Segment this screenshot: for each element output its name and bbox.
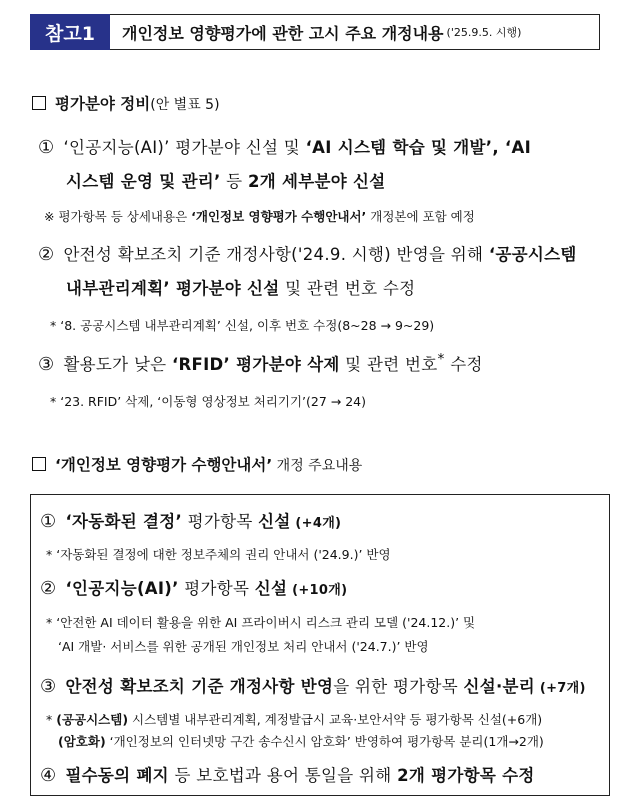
s2-note3-a: * <box>46 712 57 727</box>
s1-note2: * ‘8. 공공시스템 내부관리계획’ 신설, 이후 번호 수정(8~28 → 9~29) <box>50 318 435 333</box>
s1-item1-line2 <box>66 168 386 192</box>
s1-item1-text-d: 등 <box>220 172 248 191</box>
s1-item3-text-c: 및 관련 번호 <box>339 355 438 374</box>
section1-paren: (안 별표 5) <box>150 97 220 113</box>
s1-item3-text-a: 활용도가 낮은 <box>63 355 172 374</box>
s2-item2-d: (+10개) <box>287 583 348 598</box>
s1-item2-line1 <box>38 241 577 265</box>
section2-heading <box>32 453 362 475</box>
s1-note1-c: 개정본에 포함 예정 <box>366 209 475 224</box>
s1-item3-text-d: 수정 <box>444 355 483 374</box>
s1-item3-sup: * <box>437 351 445 368</box>
s1-item1-text-c: 시스템 운영 및 관리’ <box>66 172 221 191</box>
s2-item1 <box>40 508 341 532</box>
checkbox-square-icon <box>32 96 46 110</box>
header-date: ('25.9.5. 시행) <box>446 26 522 39</box>
reference-tag: 참고1 <box>30 14 110 50</box>
s2-note2-line1: * ‘안전한 AI 데이터 활용을 위한 AI 프라이버시 리스크 관리 모델 ('24.12.)’ 및 <box>46 615 476 630</box>
s1-note3: * ‘23. RFID’ 삭제, ‘이동형 영상정보 처리기기’(27 → 24) <box>50 394 366 409</box>
s2-item2-c: 신설 <box>254 579 288 598</box>
s2-note3-line2 <box>58 732 544 750</box>
s2-item3-c: 신설·분리 <box>463 677 536 696</box>
s2-item3-d: (+7개) <box>535 681 586 696</box>
s2-item2-a: ‘인공지능(AI)’ <box>65 579 179 598</box>
s2-item2-b: 평가항목 <box>178 579 255 598</box>
s2-item1-b: 평가항목 <box>182 512 259 531</box>
header <box>30 14 600 50</box>
s2-note3-line1 <box>46 710 542 728</box>
s1-item2-text-d: 및 관련 번호 수정 <box>279 279 416 298</box>
s1-item2-line2 <box>66 275 415 299</box>
s1-item2-text-a: 안전성 확보조치 기준 개정사항('24.9. 시행) 반영을 위해 <box>63 245 489 264</box>
s2-item4-b: 등 보호법과 용어 통일을 위해 <box>168 766 398 785</box>
circled-number-4: ④ <box>40 765 57 786</box>
s2-note3-d: (암호화) <box>58 734 106 749</box>
header-title: 개인정보 영향평가에 관한 고시 주요 개정내용 <box>122 23 444 43</box>
s2-note3-c: 시스템별 내부관리계획, 계정발급시 교육·보안서약 등 평가항목 신설(+6개) <box>128 712 543 727</box>
s1-item2-text-b: ‘공공시스템 <box>488 245 577 264</box>
circled-number-2: ② <box>40 578 57 599</box>
s2-note3-b: (공공시스템) <box>56 712 129 727</box>
header-title-box <box>110 14 600 50</box>
s2-item1-d: (+4개) <box>290 516 342 531</box>
s2-item3-b: 을 위한 평가항목 <box>333 677 464 696</box>
s2-item2 <box>40 575 347 599</box>
s2-item3-a: 안전성 확보조치 기준 개정사항 반영 <box>65 677 334 696</box>
s1-note1-b: ‘개인정보 영향평가 수행안내서’ <box>191 209 367 224</box>
section2-title-rest: 개정 주요내용 <box>272 458 363 474</box>
s1-item1-line1 <box>38 134 531 158</box>
circled-number-3: ③ <box>40 676 57 697</box>
s2-item4-a: 필수동의 폐지 <box>65 766 169 785</box>
s1-item1-text-a: ‘인공지능(AI)’ 평가분야 신설 및 <box>63 138 306 157</box>
s1-item3-text-b: ‘RFID’ 평가분야 삭제 <box>171 355 340 374</box>
circled-number-3: ③ <box>38 354 55 375</box>
s2-item4 <box>40 762 535 786</box>
s1-note1-a: ※ 평가항목 등 상세내용은 <box>44 209 192 224</box>
section1-heading <box>32 92 220 114</box>
s1-note1 <box>44 207 475 225</box>
s1-item3-line1 <box>38 351 483 375</box>
circled-number-1: ① <box>40 511 57 532</box>
s1-item2-text-c: 내부관리계획’ 평가분야 신설 <box>66 279 280 298</box>
section1-title: 평가분야 정비 <box>55 95 151 113</box>
circled-number-1: ① <box>38 137 55 158</box>
s2-item1-a: ‘자동화된 결정’ <box>65 512 183 531</box>
circled-number-2: ② <box>38 244 55 265</box>
section2-title: ‘개인정보 영향평가 수행안내서’ <box>55 456 273 474</box>
s1-item1-text-e: 2개 세부분야 신설 <box>247 172 386 191</box>
s2-note2-line2: ‘AI 개발· 서비스를 위한 공개된 개인정보 처리 안내서 ('24.7.)’ 반영 <box>58 639 429 654</box>
s2-item4-c: 2개 평가항목 수정 <box>397 766 535 785</box>
s1-item1-text-b: ‘AI 시스템 학습 및 개발’, ‘AI <box>305 138 532 157</box>
s2-note1: * ‘자동화된 결정에 대한 정보주체의 권리 안내서 ('24.9.)’ 반영 <box>46 547 391 562</box>
s2-item3 <box>40 673 586 697</box>
s2-item1-c: 신설 <box>258 512 291 531</box>
checkbox-square-icon <box>32 457 46 471</box>
s2-note3-e: ‘개인정보의 인터넷망 구간 송수신시 암호화’ 반영하여 평가항목 분리(1개→2개) <box>105 734 544 749</box>
